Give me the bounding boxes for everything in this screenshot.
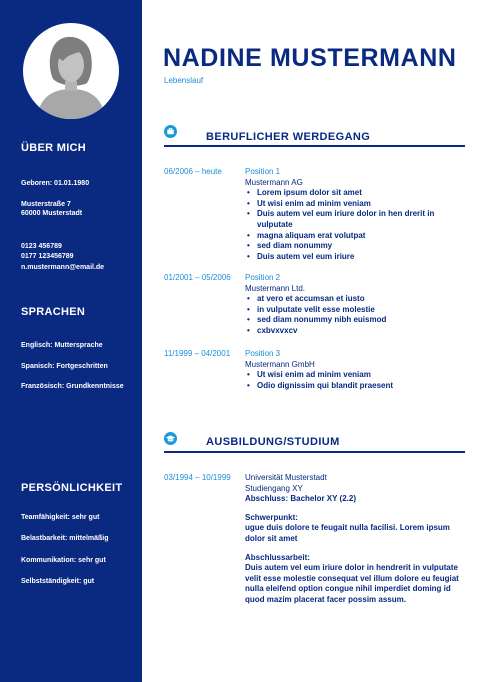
entry-company: Mustermann AG — [245, 177, 303, 187]
document-subtitle: Lebenslauf — [164, 76, 204, 85]
trait-item: Belastbarkeit: mittelmäßig — [21, 535, 109, 542]
language-item: Englisch: Muttersprache — [21, 342, 103, 349]
graduation-cap-icon — [164, 432, 177, 445]
bullet-item: • Ut wisi enim ad minim veniam — [245, 370, 465, 381]
avatar — [23, 23, 119, 119]
address-street: Musterstraße 7 — [21, 201, 71, 208]
career-section-title: BERUFLICHER WERDEGANG — [206, 131, 371, 143]
focus-text: ugue duis dolore te feugait nulla facilisi. Lorem ipsum dolor sit amet — [245, 523, 450, 543]
sidebar — [0, 0, 142, 682]
phone: 0123 456789 — [21, 243, 62, 250]
degree: Abschluss: Bachelor XY (2.2) — [245, 494, 356, 504]
mobile: 0177 123456789 — [21, 253, 74, 260]
bullet-item: • sed diam nonummy nibh euismod — [245, 315, 465, 326]
entry-date: 03/1994 – 10/1999 — [164, 473, 231, 482]
bullet-item: • magna aliquam erat volutpat — [245, 231, 465, 242]
person-silhouette-icon — [23, 23, 119, 119]
person-name: NADINE MUSTERMANN — [163, 44, 457, 72]
entry-date: 01/2001 – 05/2006 — [164, 273, 231, 282]
thesis-text: Duis autem vel eum iriure dolor in hendrerit in vulputate velit esse molestie consequat vel illum dolore eu feugiat nulla eleifend option congue nihil imperdiet doming id quod mazim placerat facer possim assum. — [245, 563, 459, 604]
bullet-item: • at vero et accumsan et iusto — [245, 294, 465, 305]
education-divider — [164, 451, 465, 453]
birth-date: Geboren: 01.01.1980 — [21, 180, 90, 187]
address-city: 60000 Musterstadt — [21, 210, 83, 217]
bullet-item: • Ut wisi enim ad minim veniam — [245, 199, 465, 210]
school-name: Universität Musterstadt — [245, 473, 327, 482]
entry-date: 06/2006 – heute — [164, 167, 222, 176]
focus-label: Schwerpunkt: — [245, 512, 298, 522]
bullet-item: • sed diam nonummy — [245, 241, 465, 252]
thesis-label: Abschlussarbeit: — [245, 552, 310, 562]
about-heading: ÜBER MICH — [21, 142, 87, 154]
language-item: Spanisch: Fortgeschritten — [21, 363, 108, 370]
entry-position: Position 1 — [245, 167, 281, 176]
trait-item: Teamfähigkeit: sehr gut — [21, 514, 100, 521]
trait-item: Kommunikation: sehr gut — [21, 557, 106, 564]
email: n.mustermann@email.de — [21, 264, 105, 271]
bullet-item: • cxbvxvxcv — [245, 326, 465, 337]
entry-company: Mustermann Ltd. — [245, 283, 306, 293]
bullet-item: • Odio dignissim qui blandit praesent — [245, 381, 465, 392]
entry-date: 11/1999 – 04/2001 — [164, 349, 231, 358]
languages-heading: SPRACHEN — [21, 306, 86, 318]
entry-position: Position 3 — [245, 349, 281, 358]
briefcase-icon — [164, 125, 177, 138]
trait-item: Selbstständigkeit: gut — [21, 578, 95, 585]
bullet-item: • Lorem ipsum dolor sit amet — [245, 188, 465, 199]
bullet-item: • in vulputate velit esse molestie — [245, 305, 465, 316]
education-section-title: AUSBILDUNG/STUDIUM — [206, 436, 340, 448]
personality-heading: PERSÖNLICHKEIT — [21, 482, 123, 494]
entry-company: Mustermann GmbH — [245, 359, 315, 369]
bullet-item: • Duis autem vel eum iriure dolor in hen drerit in vulputate — [245, 209, 465, 230]
language-item: Französisch: Grundkenntnisse — [21, 383, 124, 390]
bullet-item: • Duis autem vel eum iriure — [245, 252, 465, 263]
study-program: Studiengang XY — [245, 483, 303, 493]
career-divider — [164, 145, 465, 147]
entry-position: Position 2 — [245, 273, 281, 282]
